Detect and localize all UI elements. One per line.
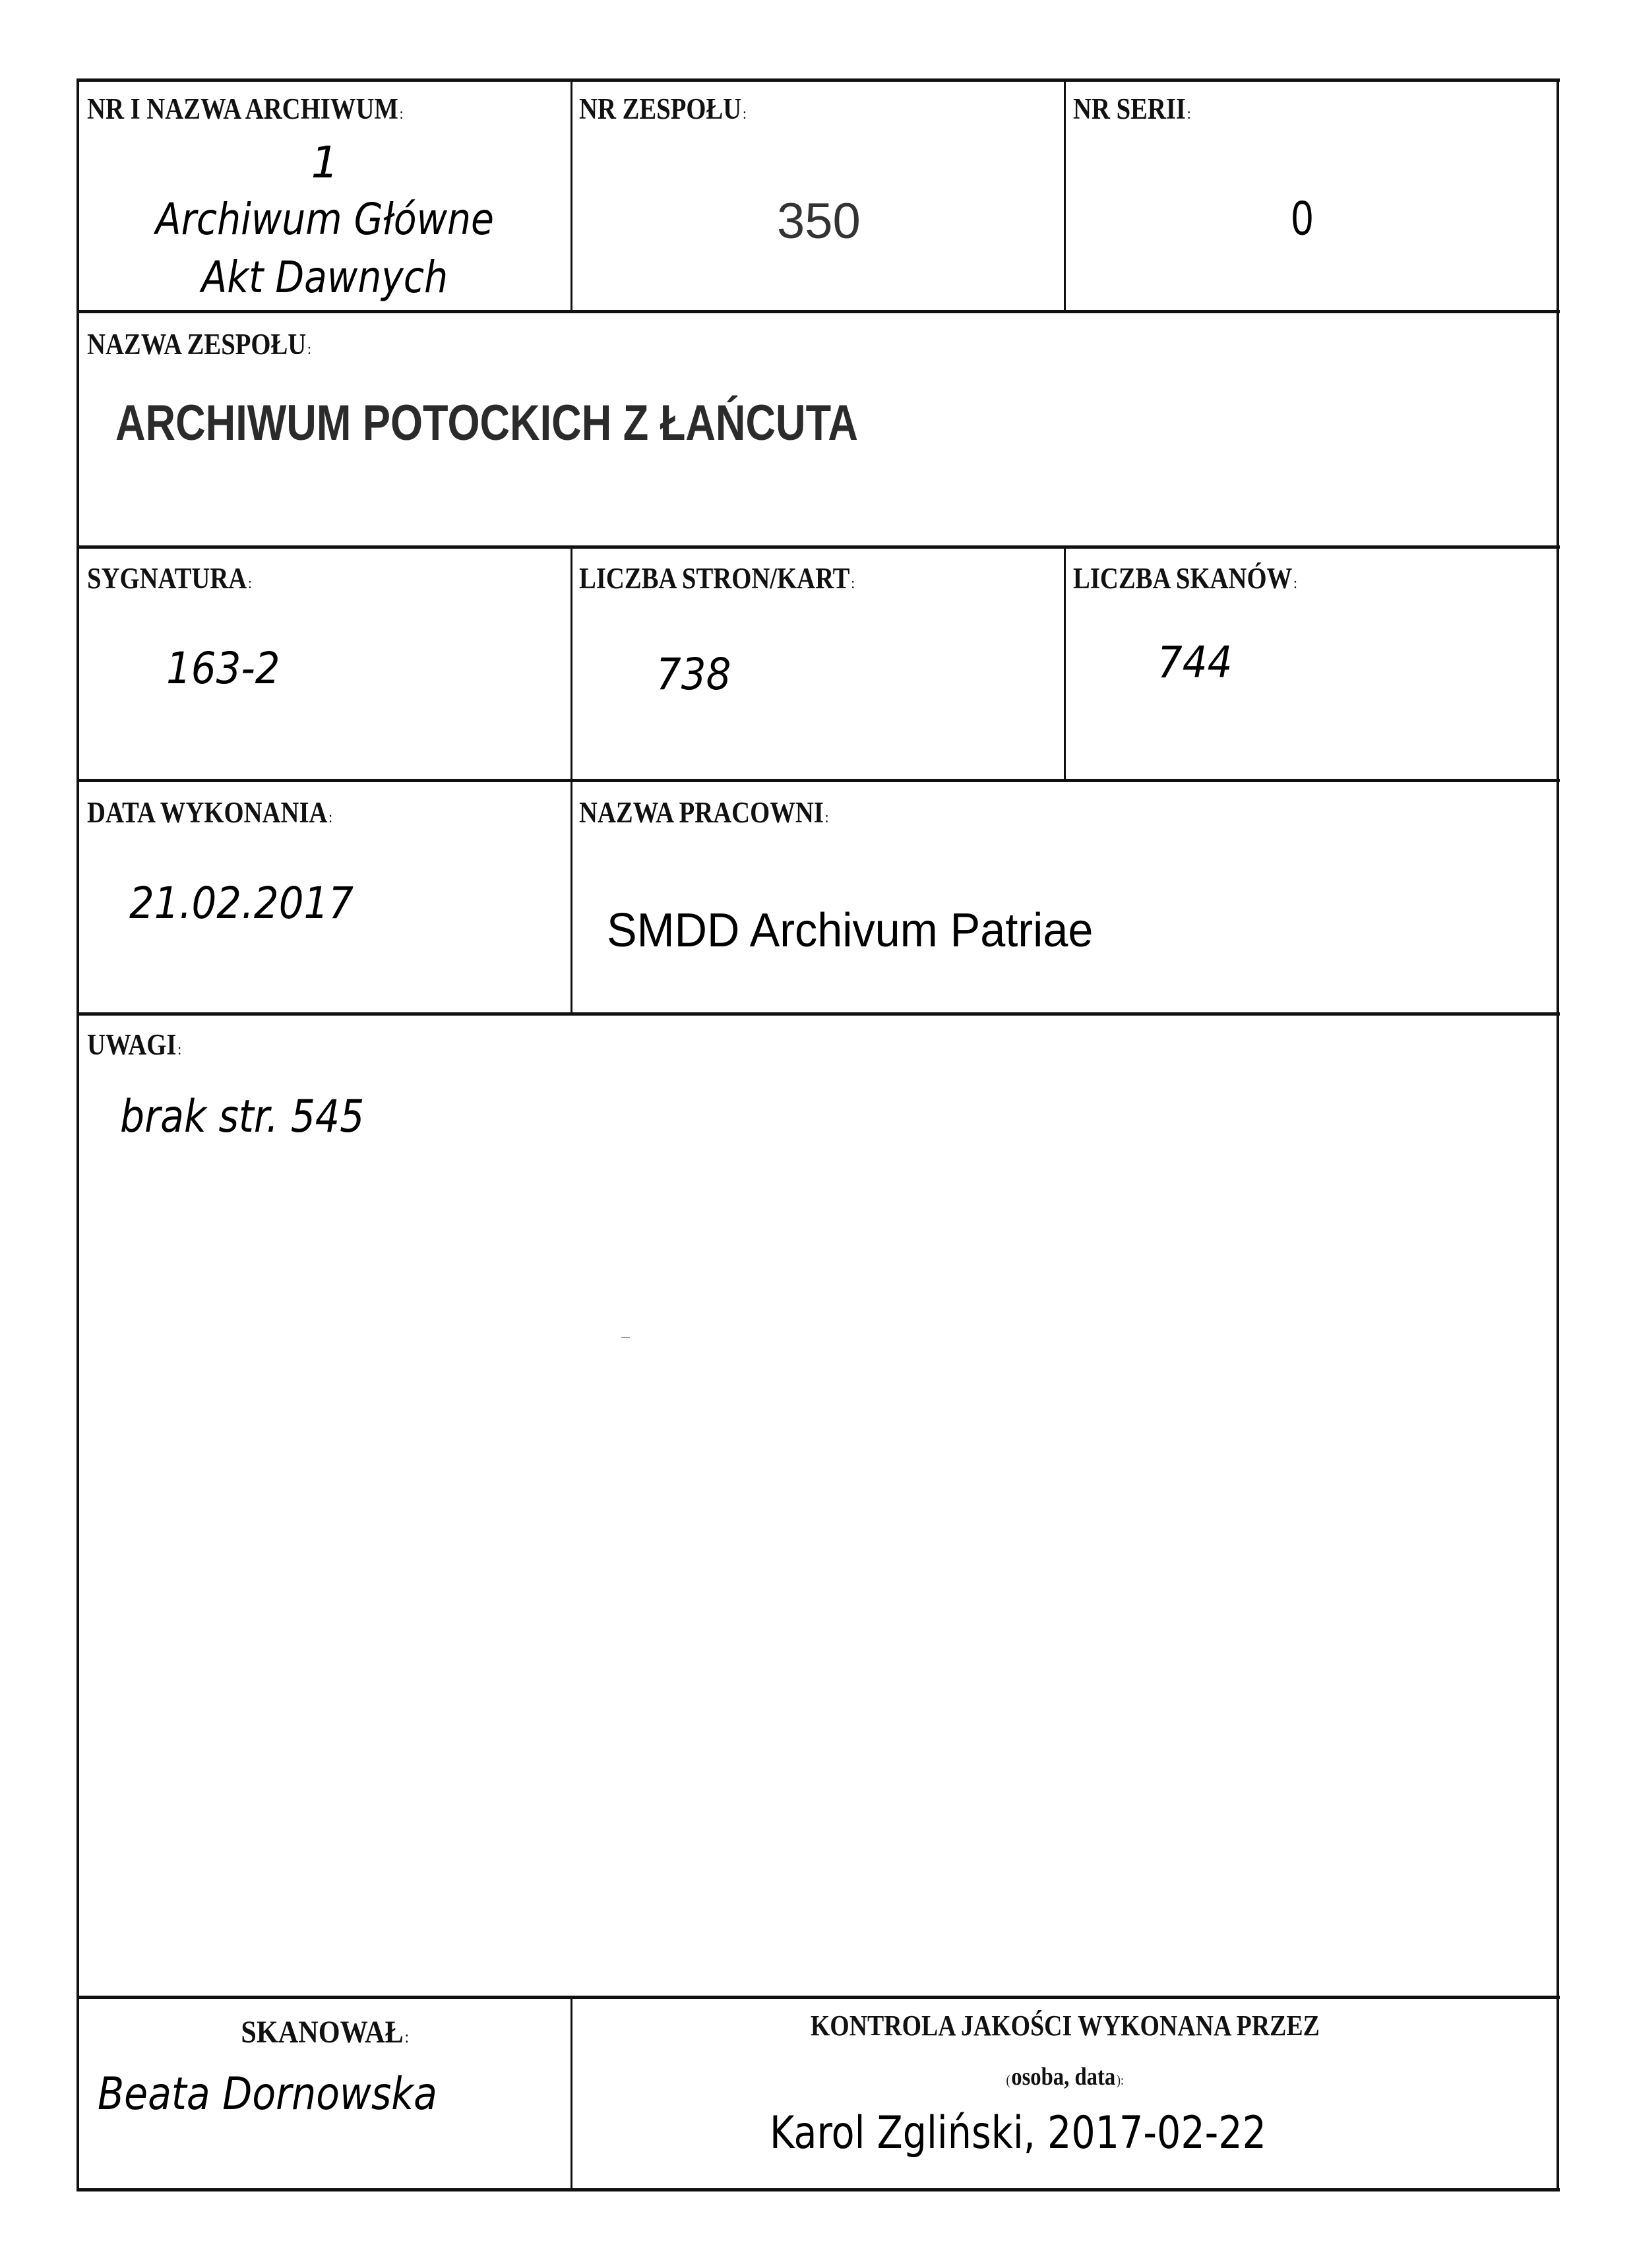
scanned-by-value: Beata Dornowska <box>98 2068 437 2120</box>
quality-control-label-text: KONTROLA JAKOŚCI WYKONANA PRZEZ <box>810 2009 1320 2042</box>
label-colon: : <box>824 809 829 826</box>
date-label <box>87 798 332 828</box>
fonds-number-label-text: NR ZESPOŁU <box>579 92 742 125</box>
quality-control-label-box <box>573 2011 1557 2040</box>
signature-label-text: SYGNATURA <box>87 562 247 595</box>
quality-control-value: Karol Zgliński, 2017-02-22 <box>770 2107 1266 2159</box>
archive-name-line2: Akt Dawnych <box>201 252 448 303</box>
pages-count-label-text: LICZBA STRON/KART <box>579 562 850 595</box>
col-separator-row1-a <box>571 78 572 312</box>
workshop-value: SMDD Archivum Patriae <box>607 904 1094 957</box>
table-border-top <box>77 78 1560 82</box>
fonds-number-label <box>579 94 747 124</box>
col-separator-row6 <box>571 1996 572 2190</box>
series-number-label-text: NR SERII <box>1073 92 1186 125</box>
label-colon: : <box>404 2027 409 2046</box>
series-number-label <box>1073 94 1191 124</box>
archive-label-text: NR I NAZWA ARCHIWUM <box>87 92 398 125</box>
col-separator-row3-b <box>1064 545 1066 781</box>
archive-number-box <box>79 137 571 188</box>
scans-count-label-text: LICZBA SKANÓW <box>1073 562 1293 595</box>
signature-value: 163-2 <box>166 643 280 694</box>
pages-count-label <box>579 564 855 594</box>
scanned-by-label <box>241 2017 409 2048</box>
label-colon: : <box>177 1041 182 1058</box>
row-separator-1 <box>77 310 1560 313</box>
notes-label-text: UWAGI <box>87 1028 177 1061</box>
series-number-value: 0 <box>1291 191 1313 245</box>
quality-control-label <box>810 2011 1319 2040</box>
date-label-text: DATA WYKONANIA <box>87 796 328 829</box>
label-colon: : <box>851 574 855 592</box>
notes-label <box>87 1030 181 1060</box>
quality-control-sublabel-box <box>573 2064 1557 2089</box>
signature-label <box>87 564 252 594</box>
label-colon: : <box>1120 2072 1124 2088</box>
row-separator-4 <box>77 1012 1560 1016</box>
col-separator-row3-a <box>571 545 572 781</box>
label-colon: : <box>1187 105 1191 123</box>
archive-name-line1: Archiwum Główne <box>155 194 495 245</box>
fonds-name-value: ARCHIWUM POTOCKICH Z ŁAŃCUTA <box>115 395 858 451</box>
label-colon: : <box>1293 574 1297 592</box>
fonds-name-label-text: NAZWA ZESPOŁU <box>87 328 307 361</box>
col-separator-row1-b <box>1064 78 1066 312</box>
paren-open: ( <box>1006 2072 1010 2088</box>
fonds-number-value: 350 <box>777 193 861 249</box>
pages-count-value: 738 <box>656 649 731 700</box>
scan-artifact-mark <box>621 1337 630 1338</box>
paren-close: ) <box>1116 2072 1121 2088</box>
label-colon: : <box>742 105 747 123</box>
label-colon: : <box>307 340 311 358</box>
label-colon: : <box>399 105 404 123</box>
workshop-label <box>579 798 829 828</box>
table-border-left <box>77 78 79 2191</box>
workshop-label-text: NAZWA PRACOWNI <box>579 796 824 829</box>
fonds-name-label <box>87 330 311 359</box>
row-separator-3 <box>77 779 1560 782</box>
archive-number: 1 <box>311 137 339 188</box>
archive-name-line1-box <box>79 194 571 245</box>
scanned-by-label-text: SKANOWAŁ <box>241 2015 404 2050</box>
date-value: 21.02.2017 <box>129 878 354 929</box>
row-separator-2 <box>77 545 1560 549</box>
row-separator-5 <box>77 1996 1560 1999</box>
archive-label <box>87 94 404 124</box>
table-border-bottom <box>77 2188 1560 2191</box>
table-border-right <box>1557 78 1559 2191</box>
quality-control-sublabel-text: osoba, data <box>1011 2063 1115 2091</box>
quality-control-sublabel <box>1006 2064 1123 2089</box>
label-colon: : <box>247 574 252 592</box>
scanned-by-label-box <box>79 2017 571 2048</box>
scans-count-label <box>1073 564 1297 594</box>
archive-name-line2-box <box>79 252 571 303</box>
label-colon: : <box>328 809 333 826</box>
scans-count-value: 744 <box>1157 637 1233 688</box>
notes-value: brak str. 545 <box>120 1091 365 1143</box>
col-separator-row4 <box>571 779 572 1014</box>
